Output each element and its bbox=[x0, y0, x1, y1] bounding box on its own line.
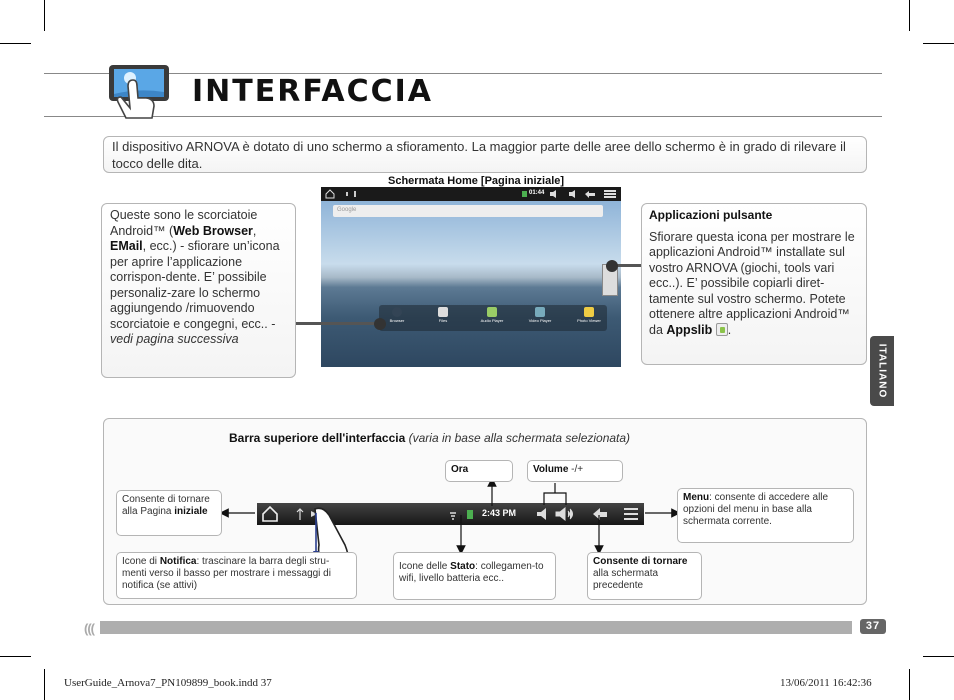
label-ora bbox=[445, 460, 513, 482]
footer-decoration: ((( bbox=[84, 621, 94, 636]
label-back bbox=[587, 552, 702, 600]
crop-mark bbox=[909, 0, 910, 31]
volume-text: Volume bbox=[533, 464, 569, 475]
status-bar-title bbox=[229, 431, 630, 445]
shortcuts-text-1: Queste sono le scorciatoie Android™ ( bbox=[110, 208, 258, 238]
status-bar-subtitle: (varia in base alla schermata selezionata) bbox=[408, 431, 631, 445]
wallpaper bbox=[321, 201, 621, 367]
google-search-widget[interactable] bbox=[333, 205, 603, 217]
app-label: Browser bbox=[389, 318, 405, 323]
app-label: Files bbox=[438, 318, 448, 323]
back-bold: Consente di tornare bbox=[593, 556, 688, 567]
crop-mark bbox=[923, 43, 954, 44]
label-menu bbox=[677, 488, 854, 543]
app-shortcut-photo[interactable] bbox=[571, 305, 607, 323]
notif-rest: : trascinare la barra degli stru-menti verso il basso per mostrare i messaggi di notifica (se attivi) bbox=[122, 556, 331, 591]
volume-up-icon bbox=[556, 508, 573, 520]
app-label: Video Player bbox=[528, 318, 552, 323]
notif-pre: Icone di bbox=[122, 556, 160, 567]
app-label: Photo Viewer bbox=[577, 318, 601, 323]
shortcuts-text-2: , ecc.) - sfiorare un’icona per aprire l’applicazione corrispon-dente. E’ possibile personaliz-zare lo schermo aggiungendo /rimuovendo scorciatoie e congegni, ecc.. - bbox=[110, 239, 280, 331]
files-icon bbox=[438, 307, 448, 317]
connector-line bbox=[614, 264, 641, 267]
see-next-page-link: vedi pagina successiva bbox=[110, 332, 239, 346]
app-label: Audio Player bbox=[480, 318, 504, 323]
slug-file: UserGuide_Arnova7_PN109899_book.indd 37 bbox=[64, 677, 272, 689]
screenshot-caption: Schermata Home [Pagina iniziale] bbox=[388, 175, 565, 187]
apps-button-note bbox=[641, 203, 867, 365]
app-shortcut-files[interactable] bbox=[425, 305, 461, 323]
page-number: 37 bbox=[860, 619, 886, 634]
crop-mark bbox=[0, 43, 31, 44]
status-bar-heading: Barra superiore dell'interfaccia bbox=[229, 431, 406, 445]
appslib-label: Appslib bbox=[666, 322, 713, 337]
crop-mark bbox=[44, 669, 45, 700]
page-title: INTERFACCIA bbox=[192, 74, 434, 109]
connector-dot bbox=[606, 260, 618, 272]
appslib-icon bbox=[716, 323, 728, 336]
label-volume bbox=[527, 460, 623, 482]
notif-bold: Notifica bbox=[159, 556, 197, 567]
footer-bar bbox=[100, 621, 852, 634]
apps-button-title: Applicazioni pulsante bbox=[649, 208, 773, 222]
crop-mark bbox=[923, 656, 954, 657]
app-shortcut-video[interactable] bbox=[522, 305, 558, 323]
stato-bold: Stato bbox=[450, 561, 476, 572]
crop-mark bbox=[909, 669, 910, 700]
crop-mark bbox=[44, 0, 45, 31]
home-screenshot bbox=[321, 187, 621, 367]
label-notifications bbox=[116, 552, 357, 599]
intro-text: Il dispositivo ARNOVA è dotato di uno schermo a sfioramento. La maggior parte delle aree dello schermo è in grado di rilevare il tocco delle dita. bbox=[103, 136, 867, 173]
connector-line bbox=[296, 322, 384, 325]
photo-icon bbox=[584, 307, 594, 317]
home-text: Consente di tornare alla Pagina bbox=[122, 494, 210, 517]
home-bold: iniziale bbox=[174, 506, 208, 517]
slug-date: 13/06/2011 16:42:36 bbox=[780, 677, 872, 689]
back-rest: alla schermata precedente bbox=[593, 568, 659, 591]
stato-pre: Icone delle bbox=[399, 561, 451, 572]
search-placeholder: Google bbox=[337, 207, 357, 213]
status-time: 2:43 PM bbox=[482, 508, 517, 518]
shortcuts-note bbox=[101, 203, 296, 378]
appslib-icon-glyph bbox=[720, 327, 725, 333]
volume-rest: -/+ bbox=[568, 464, 584, 475]
apps-button-end: . bbox=[727, 322, 732, 337]
crop-mark bbox=[0, 656, 31, 657]
usb-icon bbox=[297, 509, 303, 520]
email-label: EMail bbox=[110, 239, 143, 253]
video-icon bbox=[535, 307, 545, 317]
app-shortcut-audio[interactable] bbox=[474, 305, 510, 323]
stato-rest: : collegamen-to wifi, livello batteria ecc.. bbox=[399, 561, 544, 584]
screenshot-clock: 01:44 bbox=[529, 190, 545, 196]
apps-button-text: Sfiorare questa icona per mostrare le applicazioni Android™ installate sul vostro ARNOVA (giochi, tools vari ecc..). E’ possibile copiarli diret-tamente sul vostro schermo. Potete ottenere altre applicazioni Android™ da bbox=[649, 229, 855, 337]
language-tab bbox=[870, 336, 894, 406]
browser-icon bbox=[392, 307, 402, 317]
menu-icon bbox=[624, 508, 638, 510]
wifi-icon bbox=[450, 513, 456, 519]
connector-dot bbox=[374, 318, 386, 330]
language-label: ITALIANO bbox=[876, 343, 888, 399]
label-status bbox=[393, 552, 556, 600]
screenshot-status-bar bbox=[321, 187, 621, 201]
ora-text: Ora bbox=[451, 464, 469, 475]
touch-hand-icon bbox=[108, 64, 170, 104]
shortcuts-sep: , bbox=[252, 223, 257, 238]
back-icon bbox=[593, 508, 607, 520]
battery-icon bbox=[467, 510, 473, 519]
volume-down-icon bbox=[537, 508, 546, 520]
menu-bold: Menu bbox=[683, 492, 710, 503]
music-note-icon bbox=[487, 307, 497, 317]
web-browser-label: Web Browser bbox=[173, 223, 253, 238]
home-icon bbox=[263, 507, 277, 521]
menu-rest: : consente di accedere alle opzioni del menu in base alla schermata corrente. bbox=[683, 492, 829, 527]
label-home bbox=[116, 490, 222, 536]
